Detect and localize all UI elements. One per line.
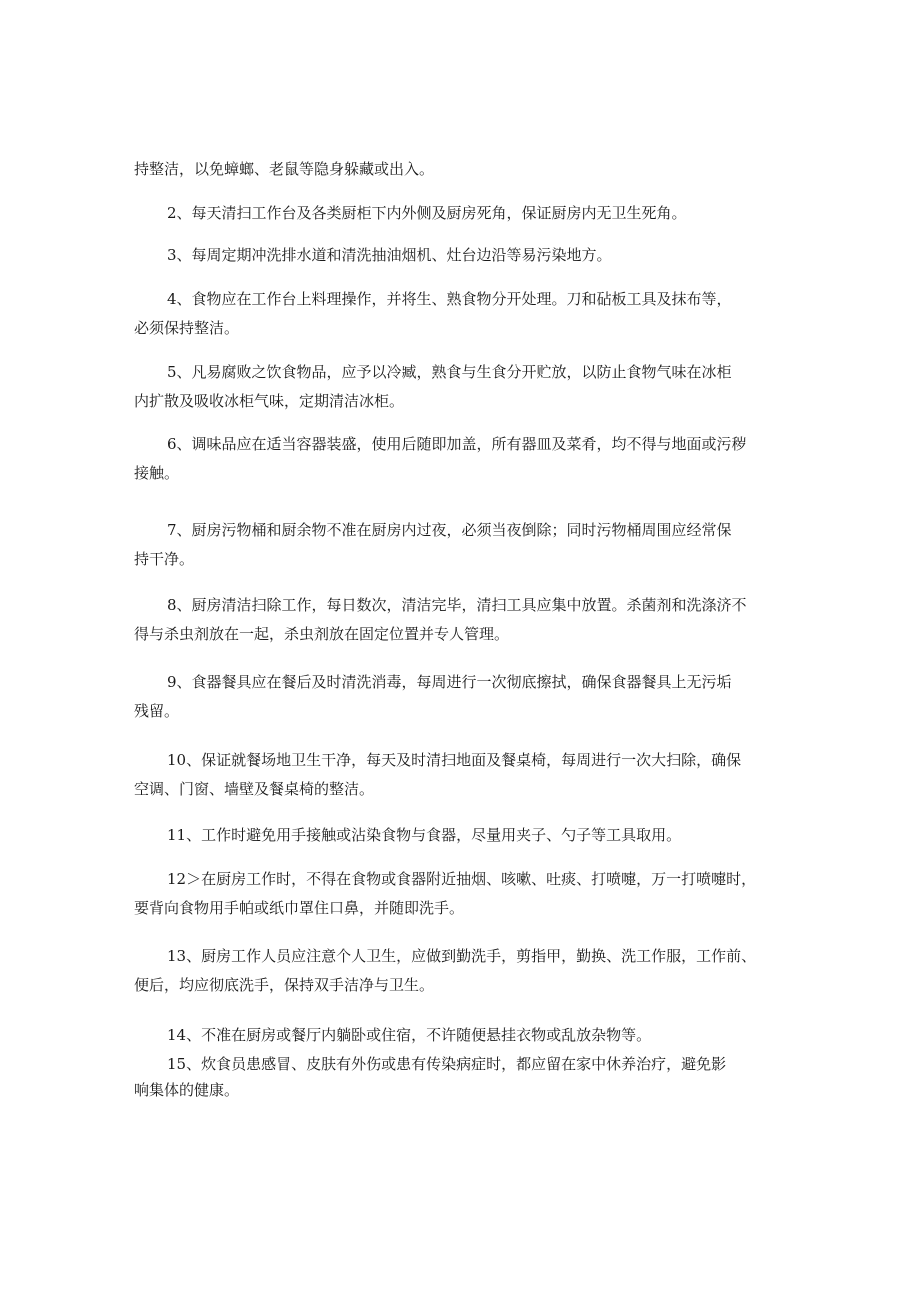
paragraph-line: 6、调味品应在适当容器装盛，使用后随即加盖，所有器皿及菜肴，均不得与地面或污秽 <box>167 435 747 453</box>
paragraph-line: 持干净。 <box>134 550 195 568</box>
paragraph-11 <box>134 821 794 850</box>
paragraph-line: 3、每周定期冲洗排水道和清洗抽油烟机、灶台边沿等易污染地方。 <box>167 246 612 264</box>
paragraph-line: 12＞在厨房工作时，不得在食物或食器附近抽烟、咳嗽、吐痰、打喷嚏，万一打喷嚏时， <box>167 870 757 888</box>
paragraph-13 <box>134 942 794 1000</box>
paragraph-15 <box>134 1051 794 1103</box>
paragraph-line: 9、食器餐具应在餐后及时清洗消毒，每周进行一次彻底擦拭，确保食器餐具上无污垢 <box>167 673 732 691</box>
paragraph-line: 14、不准在厨房或餐厅内躺卧或住宿，不许随便悬挂衣物或乱放杂物等。 <box>167 1026 652 1044</box>
paragraph-12 <box>134 865 794 923</box>
paragraph-1-continuation <box>134 155 794 184</box>
paragraph-line: 8、厨房清洁扫除工作，每日数次，清洁完毕，清扫工具应集中放置。杀菌剂和洗涤济不 <box>167 596 747 614</box>
paragraph-line: 空调、门窗、墙壁及餐桌椅的整洁。 <box>134 780 375 798</box>
paragraph-line: 响集体的健康。 <box>134 1081 240 1099</box>
paragraph-5 <box>134 358 794 416</box>
paragraph-line: 持整洁，以免蟑螂、老鼠等隐身躲藏或出入。 <box>134 160 435 178</box>
paragraph-line: 13、厨房工作人员应注意个人卫生，应做到勤洗手，剪指甲，勤换、洗工作服，工作前、 <box>167 947 757 965</box>
paragraph-line: 得与杀虫剂放在一起，杀虫剂放在固定位置并专人管理。 <box>134 625 510 643</box>
paragraph-line: 2、每天清扫工作台及各类厨柜下内外侧及厨房死角，保证厨房内无卫生死角。 <box>167 204 687 222</box>
paragraph-14 <box>134 1021 794 1050</box>
paragraph-7 <box>134 516 794 574</box>
paragraph-line: 11、工作时避免用手接触或沾染食物与食器，尽量用夹子、勺子等工具取用。 <box>167 826 682 844</box>
paragraph-10 <box>134 746 794 804</box>
paragraph-4 <box>134 285 794 343</box>
paragraph-line: 残留。 <box>134 702 180 720</box>
paragraph-9 <box>134 668 794 726</box>
paragraph-line: 15、炊食员患感冒、皮肤有外伤或患有传染病症时，都应留在家中休养治疗，避免影 <box>167 1055 727 1073</box>
paragraph-line: 4、食物应在工作台上料理操作，并将生、熟食物分开处理。刀和砧板工具及抹布等， <box>167 290 732 308</box>
paragraph-8 <box>134 591 794 649</box>
paragraph-line: 5、凡易腐败之饮食物品，应予以冷臧，熟食与生食分开贮放，以防止食物气味在冰柜 <box>167 363 732 381</box>
paragraph-3 <box>134 241 794 270</box>
paragraph-line: 要背向食物用手帕或纸巾罩住口鼻，并随即洗手。 <box>134 899 465 917</box>
paragraph-line: 接触。 <box>134 464 180 482</box>
paragraph-line: 10、保证就餐场地卫生干净，每天及时清扫地面及餐桌椅，每周进行一次大扫除，确保 <box>167 751 742 769</box>
paragraph-6 <box>134 430 794 488</box>
paragraph-line: 便后，均应彻底洗手，保持双手洁净与卫生。 <box>134 976 435 994</box>
paragraph-2 <box>134 199 794 228</box>
paragraph-line: 7、厨房污物桶和厨余物不准在厨房内过夜，必须当夜倒除；同时污物桶周围应经常保 <box>167 521 732 539</box>
paragraph-line: 必须保持整洁。 <box>134 319 240 337</box>
paragraph-line: 内扩散及吸收冰柜气味，定期清洁冰柜。 <box>134 392 405 410</box>
